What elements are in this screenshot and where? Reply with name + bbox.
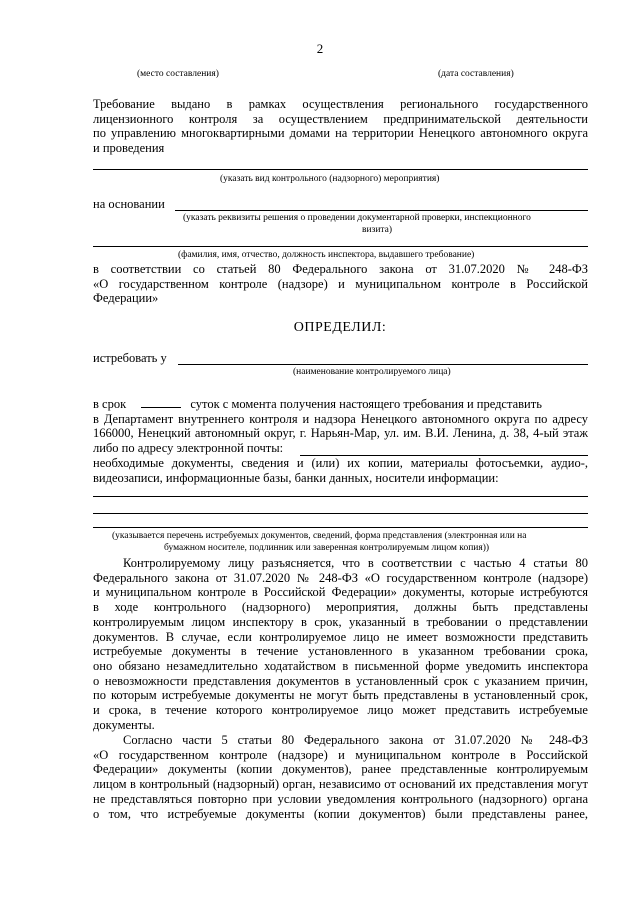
paragraph-line: по которым истребуемые документы не могут быть представлены в установленный срок, <box>93 688 588 703</box>
date-caption: (дата составления) <box>438 69 514 79</box>
paragraph-line: документов. В случае, если контролируемое лицо не имеет возможности представить <box>93 629 588 644</box>
paragraph-line: Федерации» документы (копии документов), ранее представленные контролируемым <box>93 762 588 777</box>
law-line: в соответствии со статьей 80 Федерального закона от 31.07.2020 № 248-ФЗ <box>93 262 588 276</box>
documents-line: видеозаписи, информационные базы, банки данных, носители информации: <box>93 470 499 485</box>
paragraph-line: истребуемые документы в течение установленного в указанном требовании срока, <box>93 644 588 659</box>
basis-caption: (указать реквизиты решения о проведении документарной проверки, инспекционного <box>183 213 531 223</box>
paragraph-line: в ходе контрольного (надзорного) мероприятия, должны быть представлены <box>93 600 588 615</box>
paragraph-line: контролируемым лицом инспектору в срок, указанный в требовании о представлении <box>93 614 588 629</box>
address-line: 166000, Ненецкий автономный округ, г. Нарьян-Мар, ул. им. В.И. Ленина, д. 38, 4-ый этаж <box>93 426 588 441</box>
documents-line: необходимые документы, сведения и (или) их копии, материалы фотосъемки, аудио-, <box>93 456 588 470</box>
intro-line: Требование выдано в рамках осуществления регионального государственного <box>93 97 588 111</box>
event-type-line <box>93 169 588 170</box>
controlled-person-caption: (наименование контролируемого лица) <box>293 367 451 377</box>
paragraph-line: о том, что истребуемые документы (копии документов) были представлены ранее, <box>93 806 588 821</box>
intro-line: и проведения <box>93 141 165 156</box>
law-line: «О государственном контроле (надзоре) и муниципальном контроле в Российской <box>93 276 588 291</box>
paragraph-line: оно обязано незамедлительно ходатайством в письменной форме уведомить инспектора <box>93 658 588 673</box>
documents-caption-continued: бумажном носителе, подлинник или заверенная контролируемым лицом копия)) <box>164 543 490 553</box>
term-days-blank <box>141 397 181 408</box>
paragraph-line: и срока, в течение которого контролируемое лицо может представить истребуемые <box>93 703 588 718</box>
paragraph-line: документы. <box>93 717 155 732</box>
address-line: в Департамент внутреннего контроля и надзора Ненецкого автономного округа по адресу <box>93 411 588 426</box>
paragraph-line: о невозможности представления документов в установленный срок с указанием причин, <box>93 673 588 688</box>
inspector-caption: (фамилия, имя, отчество, должность инспектора, выдавшего требование) <box>178 250 475 260</box>
documents-caption: (указывается перечень истребуемых документов, сведений, форма представления (электронная или на <box>112 531 527 541</box>
law-paragraph <box>93 262 588 306</box>
basis-line <box>175 210 588 211</box>
inspector-line <box>93 246 588 247</box>
basis-caption-continued: визита) <box>362 225 393 235</box>
decision-title: ОПРЕДЕЛИЛ: <box>293 320 387 335</box>
term-prefix: в срок <box>93 397 127 411</box>
page-number: 2 <box>316 41 324 56</box>
intro-line: по управлению многоквартирными домами на территории Ненецкого автономного округа <box>93 126 588 141</box>
place-caption: (место составления) <box>137 69 219 79</box>
paragraph-line: «О государственном контроле (надзоре) и муниципальном контроле в Российской <box>93 747 588 762</box>
intro-paragraph <box>93 97 588 156</box>
documents-list-line <box>93 513 588 514</box>
controlled-person-line <box>178 364 588 365</box>
paragraph-line: и муниципальном контроле в Российской Федерации» документы, которые истребуются <box>93 585 588 600</box>
paragraph-line: лицом в контрольный (надзорный) орган, независимо от оснований их представления могут <box>93 777 588 792</box>
documents-list-line <box>93 496 588 497</box>
reference-paragraph <box>93 733 588 821</box>
term-suffix: суток с момента получения настоящего требования и представить <box>190 397 542 411</box>
paragraph-line: Федерального закона от 31.07.2020 № 248-ФЗ «О государственном контроле (надзоре) <box>93 570 588 585</box>
event-type-caption: (указать вид контрольного (надзорного) мероприятия) <box>220 174 440 184</box>
paragraph-line: не представляться повторно при условии уведомления контрольного (надзорного) органа <box>93 791 588 806</box>
term-line <box>93 397 588 412</box>
law-line: Федерации» <box>93 291 159 306</box>
documents-list-line <box>93 527 588 528</box>
paragraph-line: Контролируемому лицу разъясняется, что в соответствии с частью 4 статьи 80 <box>123 556 588 570</box>
demand-label: истребовать у <box>93 351 167 365</box>
address-line: либо по адресу электронной почты: <box>93 441 284 456</box>
paragraph-line: Согласно части 5 статьи 80 Федерального закона от 31.07.2020 № 248-ФЗ <box>123 733 588 747</box>
explanation-paragraph <box>93 556 588 732</box>
intro-line: лицензионного контроля за осуществлением предпринимательской деятельности <box>93 111 588 126</box>
term-paragraph <box>93 397 588 456</box>
documents-paragraph <box>93 456 588 485</box>
basis-label: на основании <box>93 197 165 211</box>
